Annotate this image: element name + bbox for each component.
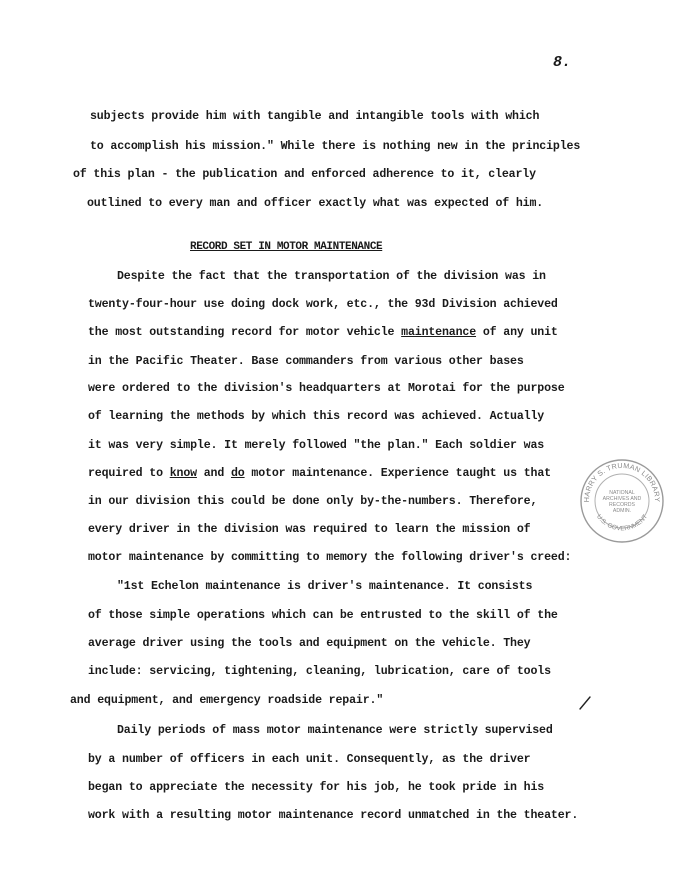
- text-line: Despite the fact that the transportation of the division was in: [117, 270, 546, 283]
- section-heading: RECORD SET IN MOTOR MAINTENANCE: [190, 241, 383, 253]
- svg-text:RECORDS: RECORDS: [609, 502, 635, 508]
- text-line: of those simple operations which can be entrusted to the skill of the: [88, 609, 558, 622]
- text-line: began to appreciate the necessity for his job, he took pride in his: [88, 781, 545, 794]
- text-line: were ordered to the division's headquarters at Morotai for the purpose: [88, 382, 565, 395]
- text-line: to accomplish his mission." While there is nothing new in the principles: [90, 140, 581, 153]
- underlined-word: do: [230, 467, 245, 480]
- text-line: of learning the methods by which this record was achieved. Actually: [88, 410, 545, 423]
- text-line: subjects provide him with tangible and intangible tools with which: [90, 110, 540, 123]
- text-line: of this plan - the publication and enforced adherence to it, clearly: [73, 168, 536, 181]
- underlined-word: know: [169, 467, 197, 480]
- text-line: required to know and do motor maintenance. Experience taught us that: [88, 467, 551, 480]
- text-line: average driver using the tools and equipment on the vehicle. They: [88, 637, 531, 650]
- text-line: by a number of officers in each unit. Consequently, as the driver: [88, 753, 531, 766]
- text-line: include: servicing, tightening, cleaning, lubrication, care of tools: [88, 665, 551, 678]
- svg-text:ARCHIVES AND: ARCHIVES AND: [602, 496, 642, 502]
- text-line: every driver in the division was required to learn the mission of: [88, 523, 531, 536]
- svg-text:ADMIN.: ADMIN.: [612, 508, 632, 514]
- text-line: the most outstanding record for motor vehicle maintenance of any unit: [88, 326, 558, 339]
- svg-text:U.S. GOVERNMENT: U.S. GOVERNMENT: [594, 513, 650, 533]
- text-line: in our division this could be done only by-the-numbers. Therefore,: [88, 495, 538, 508]
- underlined-word: maintenance: [401, 326, 477, 339]
- text-line: Daily periods of mass motor maintenance were strictly supervised: [117, 724, 553, 737]
- page-number: 8.: [553, 54, 572, 71]
- text-line: work with a resulting motor maintenance record unmatched in the theater.: [88, 809, 579, 822]
- text-line: in the Pacific Theater. Base commanders from various other bases: [88, 355, 524, 368]
- archive-stamp-icon: [579, 458, 665, 544]
- text-line: "1st Echelon maintenance is driver's maintenance. It consists: [117, 580, 533, 593]
- text-line: twenty-four-hour use doing dock work, etc., the 93d Division achieved: [88, 298, 558, 311]
- text-line: motor maintenance by committing to memory the following driver's creed:: [88, 551, 572, 564]
- pencil-check-mark: [578, 696, 592, 710]
- text-line: outlined to every man and officer exactly what was expected of him.: [87, 197, 544, 210]
- svg-text:HARRY S. TRUMAN LIBRARY: HARRY S. TRUMAN LIBRARY: [581, 460, 663, 503]
- svg-text:NATIONAL: NATIONAL: [609, 490, 635, 496]
- text-line: it was very simple. It merely followed "the plan." Each soldier was: [88, 439, 545, 452]
- text-line: and equipment, and emergency roadside repair.": [70, 694, 384, 707]
